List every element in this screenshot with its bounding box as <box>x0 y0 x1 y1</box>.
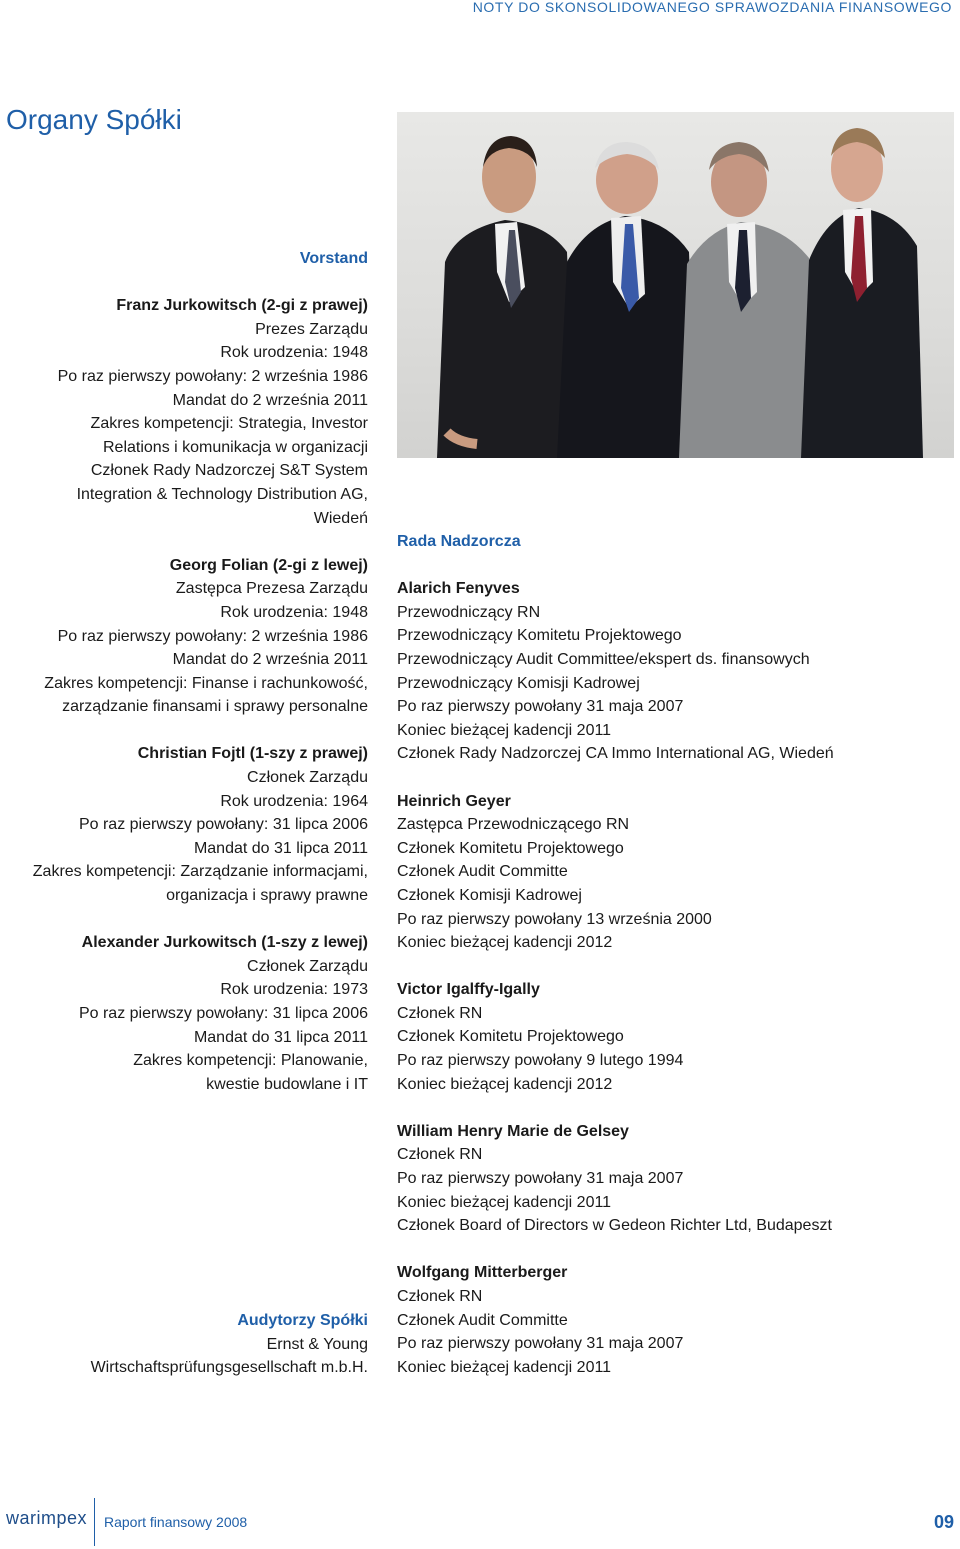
member-detail: Mandat do 31 lipca 2011 <box>193 1028 368 1046</box>
member-detail: Koniec bieżącej kadencji 2011 <box>397 1193 612 1211</box>
member-detail: Rok urodzenia: 1973 <box>220 981 368 999</box>
member-detail: Prezes Zarządu <box>255 320 368 338</box>
person-figure <box>557 142 697 458</box>
running-header: NOTY DO SKONSOLIDOWANEGO SPRAWOZDANIA FINANSOWEGO <box>472 0 952 15</box>
member-detail: Po raz pierwszy powołany 31 maja 2007 <box>397 1335 684 1353</box>
member-detail: Członek Komitetu Projektowego <box>397 1028 624 1046</box>
member-name: Heinrich Geyer <box>397 792 511 810</box>
member-detail: Członek Zarządu <box>247 957 368 975</box>
auditor-line: Ernst & Young <box>266 1335 368 1353</box>
member-detail: Przewodniczący RN <box>397 603 541 621</box>
member-detail: Mandat do 2 września 2011 <box>172 391 368 409</box>
member-detail: Zakres kompetencji: Zarządzanie informacjami, <box>32 863 368 881</box>
vorstand-section <box>8 247 368 1096</box>
rada-title: Rada Nadzorcza <box>397 533 521 550</box>
member-detail: Po raz pierwszy powołany: 2 września 1986 <box>57 627 368 645</box>
member-detail: Zakres kompetencji: Planowanie, <box>133 1052 368 1070</box>
member-detail: Zakres kompetencji: Finanse i rachunkowość, <box>44 674 368 692</box>
member-detail: Członek RN <box>397 1004 483 1022</box>
member-detail: Po raz pierwszy powołany 13 września 2000 <box>397 910 712 928</box>
member-detail: Członek Komisji Kadrowej <box>397 886 582 904</box>
member-detail: Wiedeń <box>313 509 368 527</box>
member-detail: Rok urodzenia: 1948 <box>220 603 368 621</box>
management-board-photo <box>397 112 954 458</box>
vorstand-members <box>8 294 368 1096</box>
footer-divider <box>94 1498 95 1546</box>
auditors-title: Audytorzy Spółki <box>237 1312 368 1329</box>
member-detail: Przewodniczący Audit Committee/ekspert ds. finansowych <box>397 650 810 668</box>
member-detail: Mandat do 2 września 2011 <box>172 651 368 669</box>
page-title: Organy Spółki <box>6 104 182 135</box>
member-detail: zarządzanie finansami i sprawy personalne <box>62 698 368 716</box>
member-entry <box>8 931 368 1096</box>
member-name: Franz Jurkowitsch (2-gi z prawej) <box>116 297 368 315</box>
member-detail: Po raz pierwszy powołany: 31 lipca 2006 <box>78 1005 368 1022</box>
page-number: 09 <box>933 1512 954 1532</box>
member-detail: Zastępca Prezesa Zarządu <box>175 580 368 598</box>
member-detail: Przewodniczący Komisji Kadrowej <box>397 674 640 692</box>
warimpex-logo: warimpex <box>6 1508 88 1528</box>
person-figure <box>679 142 817 458</box>
member-name: Alexander Jurkowitsch (1-szy z lewej) <box>81 934 368 952</box>
member-entry <box>397 577 937 789</box>
member-name: Christian Fojtl (1-szy z prawej) <box>137 745 368 763</box>
member-detail: Członek Rady Nadzorczej CA Immo International AG, Wiedeń <box>397 745 834 763</box>
member-detail: Po raz pierwszy powołany: 31 lipca 2006 <box>78 816 368 834</box>
member-detail: Przewodniczący Komitetu Projektowego <box>397 627 682 645</box>
member-entry <box>397 1120 937 1262</box>
member-name: Wolfgang Mitterberger <box>397 1264 568 1282</box>
member-entry <box>397 978 937 1120</box>
member-detail: Członek RN <box>397 1146 483 1164</box>
member-name: Georg Folian (2-gi z lewej) <box>169 556 368 574</box>
rada-section <box>397 530 937 1379</box>
vorstand-title: Vorstand <box>299 250 368 267</box>
auditors-section <box>8 1309 368 1380</box>
report-title: Raport finansowy 2008 <box>104 1514 248 1530</box>
member-detail: Członek Rady Nadzorczej S&T System <box>90 462 368 480</box>
member-detail: Koniec bieżącej kadencji 2012 <box>397 1075 613 1093</box>
member-name: William Henry Marie de Gelsey <box>397 1122 629 1140</box>
person-figure <box>437 136 575 458</box>
member-entry <box>397 790 937 979</box>
member-detail: Członek Audit Committe <box>397 1311 568 1329</box>
member-detail: kwestie budowlane i IT <box>206 1075 368 1093</box>
member-detail: Członek Audit Committe <box>397 863 568 881</box>
member-detail: Mandat do 31 lipca 2011 <box>193 839 368 857</box>
member-detail: Po raz pierwszy powołany 31 maja 2007 <box>397 1170 684 1188</box>
member-detail: Koniec bieżącej kadencji 2011 <box>397 1358 612 1376</box>
member-detail: Zastępca Przewodniczącego RN <box>397 816 630 834</box>
member-detail: Po raz pierwszy powołany 9 lutego 1994 <box>397 1052 684 1070</box>
member-name: Victor Igalffy-Igally <box>397 981 540 999</box>
member-detail: Rok urodzenia: 1948 <box>220 344 368 362</box>
member-detail: Relations i komunikacja w organizacji <box>102 438 368 456</box>
member-entry <box>397 1261 937 1379</box>
member-detail: Członek Board of Directors w Gedeon Richter Ltd, Budapeszt <box>397 1217 832 1235</box>
member-detail: Zakres kompetencji: Strategia, Investor <box>90 415 368 433</box>
member-name: Alarich Fenyves <box>397 580 520 598</box>
person-figure <box>801 128 923 458</box>
member-detail: Po raz pierwszy powołany 31 maja 2007 <box>397 698 684 716</box>
member-detail: Członek RN <box>397 1288 483 1305</box>
member-detail: Członek Zarządu <box>247 769 368 787</box>
member-detail: Koniec bieżącej kadencji 2011 <box>397 721 612 739</box>
member-detail: Koniec bieżącej kadencji 2012 <box>397 934 613 952</box>
member-detail: Integration & Technology Distribution AG, <box>76 485 368 503</box>
member-detail: Rok urodzenia: 1964 <box>220 792 368 810</box>
member-entry <box>8 294 368 554</box>
member-entry <box>8 742 368 931</box>
rada-members <box>397 577 937 1379</box>
member-detail: organizacja i sprawy prawne <box>166 887 368 905</box>
member-detail: Członek Komitetu Projektowego <box>397 839 624 857</box>
member-detail: Po raz pierwszy powołany: 2 września 1986 <box>57 367 368 385</box>
auditor-line: Wirtschaftsprüfungsgesellschaft m.b.H. <box>90 1359 368 1377</box>
member-entry <box>8 554 368 743</box>
